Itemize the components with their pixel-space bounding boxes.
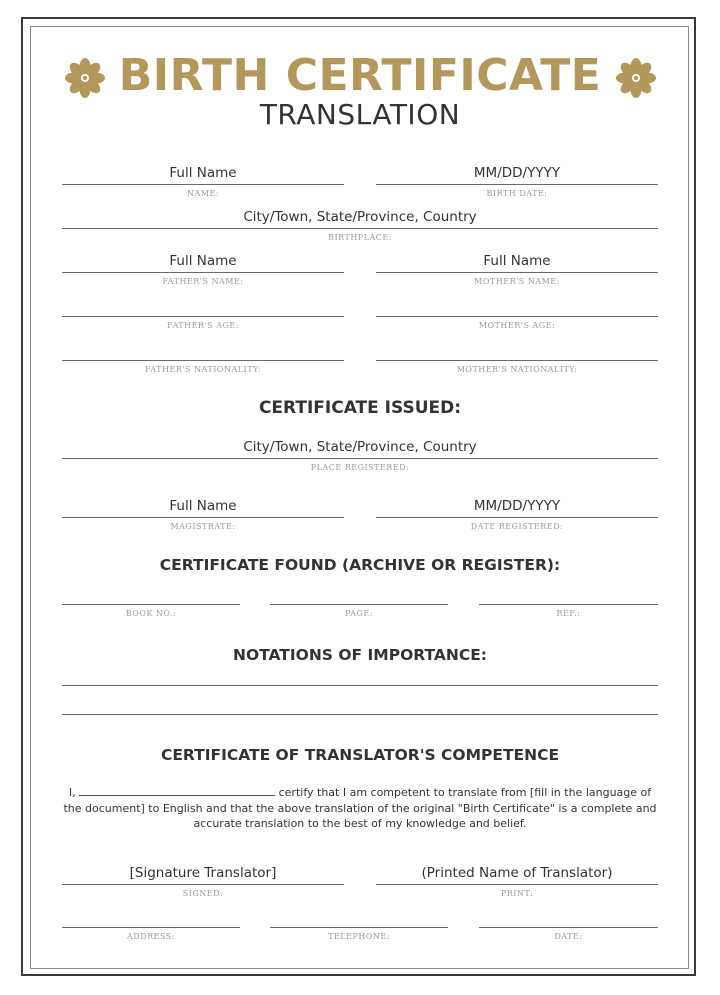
date-registered-caption: DATE REGISTERED: [470, 522, 564, 531]
name-field[interactable] [62, 162, 344, 198]
birth-date-field[interactable] [376, 162, 658, 198]
mother-age-caption: MOTHER'S AGE: [478, 321, 556, 330]
name-value: Full Name [169, 165, 237, 181]
birthplace-field[interactable] [62, 206, 658, 242]
notation-rule-1 [62, 685, 658, 686]
ref-caption: REF.: [556, 609, 581, 618]
mother-nationality-line [376, 360, 658, 361]
date-field[interactable] [479, 905, 658, 941]
certificate-found-heading: CERTIFICATE FOUND (ARCHIVE OR REGISTER): [159, 556, 561, 574]
place-registered-caption: PLACE REGISTERED: [310, 463, 410, 472]
mother-nationality-caption: MOTHER'S NATIONALITY: [456, 365, 578, 374]
page-caption: PAGE: [345, 609, 373, 618]
date-caption: DATE: [554, 932, 583, 941]
telephone-line [270, 927, 448, 928]
father-name-value: Full Name [169, 253, 237, 269]
name-line [62, 184, 344, 185]
father-nationality-field[interactable] [62, 338, 344, 374]
signature-value: [Signature Translator] [129, 865, 277, 881]
ref-line [479, 604, 658, 605]
book-no-line [62, 604, 240, 605]
date-registered-field[interactable] [376, 495, 658, 531]
father-age-caption: FATHER'S AGE: [167, 321, 239, 330]
ref-field[interactable] [479, 582, 658, 618]
mother-age-field[interactable] [376, 294, 658, 330]
page-field[interactable] [270, 582, 448, 618]
mother-age-line [376, 316, 658, 317]
address-field[interactable] [62, 905, 240, 941]
notations-heading: NOTATIONS OF IMPORTANCE: [233, 646, 487, 664]
birth-date-caption: BIRTH DATE: [486, 189, 548, 198]
magistrate-value: Full Name [169, 498, 237, 514]
statement-body: certify that I am competent to translate from [fill in the language of the document] to English and that the above translation of the original "Birth Certificate" is a complete and accurate translation to the best of my knowledge and belief. [63, 786, 657, 830]
father-nationality-caption: FATHER'S NATIONALITY: [144, 365, 262, 374]
translator-name-blank[interactable] [79, 785, 275, 796]
mother-name-line [376, 272, 658, 273]
competence-statement [62, 785, 658, 832]
birth-date-value: MM/DD/YYYY [473, 165, 561, 181]
certificate-issued-heading: CERTIFICATE ISSUED: [258, 398, 462, 418]
mother-name-caption: MOTHER'S NAME: [474, 277, 560, 286]
birthplace-caption: BIRTHPLACE: [328, 233, 392, 242]
telephone-field[interactable] [270, 905, 448, 941]
statement-prefix: I, [68, 786, 76, 799]
address-caption: ADDRESS: [127, 932, 175, 941]
page-line [270, 604, 448, 605]
document-subtitle: TRANSLATION [259, 98, 461, 131]
birth-date-line [376, 184, 658, 185]
telephone-caption: TELEPHONE: [328, 932, 390, 941]
mother-name-value: Full Name [483, 253, 551, 269]
document-title: BIRTH CERTIFICATE [118, 50, 602, 101]
place-registered-field[interactable] [62, 436, 658, 472]
magistrate-field[interactable] [62, 495, 344, 531]
father-age-line [62, 316, 344, 317]
date-line [479, 927, 658, 928]
magistrate-line [62, 517, 344, 518]
date-registered-value: MM/DD/YYYY [473, 498, 561, 514]
birthplace-value: City/Town, State/Province, Country [243, 209, 477, 225]
place-registered-value: City/Town, State/Province, Country [243, 439, 477, 455]
father-name-line [62, 272, 344, 273]
birthplace-line [62, 228, 658, 229]
print-caption: PRINT: [500, 889, 534, 898]
notation-rule-2 [62, 714, 658, 715]
date-registered-line [376, 517, 658, 518]
book-no-caption: BOOK NO.: [125, 609, 177, 618]
mother-nationality-field[interactable] [376, 338, 658, 374]
book-no-field[interactable] [62, 582, 240, 618]
name-caption: NAME: [186, 189, 219, 198]
father-name-caption: FATHER'S NAME: [162, 277, 244, 286]
signature-line [62, 884, 344, 885]
print-name-line [376, 884, 658, 885]
print-name-field[interactable] [376, 862, 658, 898]
mother-name-field[interactable] [376, 250, 658, 286]
notation-line-2[interactable] [62, 692, 658, 715]
father-name-field[interactable] [62, 250, 344, 286]
father-age-field[interactable] [62, 294, 344, 330]
signed-caption: SIGNED: [182, 889, 224, 898]
competence-heading: CERTIFICATE OF TRANSLATOR'S COMPETENCE [160, 746, 560, 764]
notation-line-1[interactable] [62, 663, 658, 686]
print-name-value: (Printed Name of Translator) [421, 865, 613, 881]
signature-field[interactable] [62, 862, 344, 898]
father-nationality-line [62, 360, 344, 361]
address-line [62, 927, 240, 928]
magistrate-caption: MAGISTRATE: [170, 522, 236, 531]
place-registered-line [62, 458, 658, 459]
